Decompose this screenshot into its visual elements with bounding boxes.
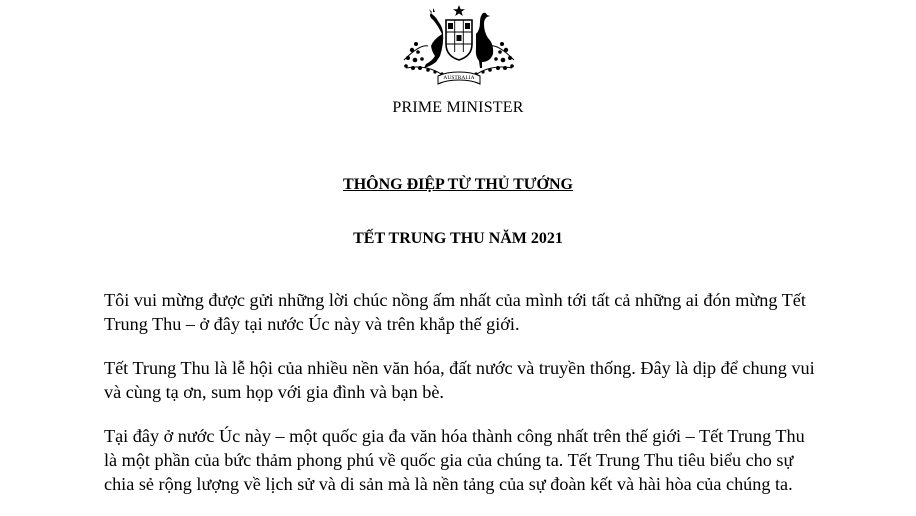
paragraph: Tại đây ở nước Úc này – một quốc gia đa văn hóa thành công nhất trên thế giới – Tết Trung Thu là một phần của bức thảm phong phú về quốc gia của chúng ta. Tết Trung Thu tiêu biểu cho sự chia sẻ rộng lượng về lịch sử và di sản mà là nền tảng của sự đoàn kết và hài hòa của chúng ta. <box>104 426 805 494</box>
office-label: PRIME MINISTER <box>392 99 524 116</box>
paragraph: Tôi vui mừng được gửi những lời chúc nồng ấm nhất của mình tới tất cả những ai đón mừng Tết Trung Thu – ở đây tại nước Úc này và trên khắp thế giới. <box>104 290 806 334</box>
document-subtitle: TẾT TRUNG THU NĂM 2021 <box>353 230 563 247</box>
paragraph: Tết Trung Thu là lễ hội của nhiều nền văn hóa, đất nước và truyền thống. Đây là dịp để chung vui và cùng tạ ơn, sum họp với gia đình và bạn bè. <box>104 358 815 402</box>
coat-of-arms-icon <box>398 4 520 90</box>
emblem-scroll-text: AUSTRALIA <box>443 75 475 81</box>
document-title: THÔNG ĐIỆP TỪ THỦ TƯỚNG <box>343 176 573 193</box>
document-body <box>104 288 822 516</box>
